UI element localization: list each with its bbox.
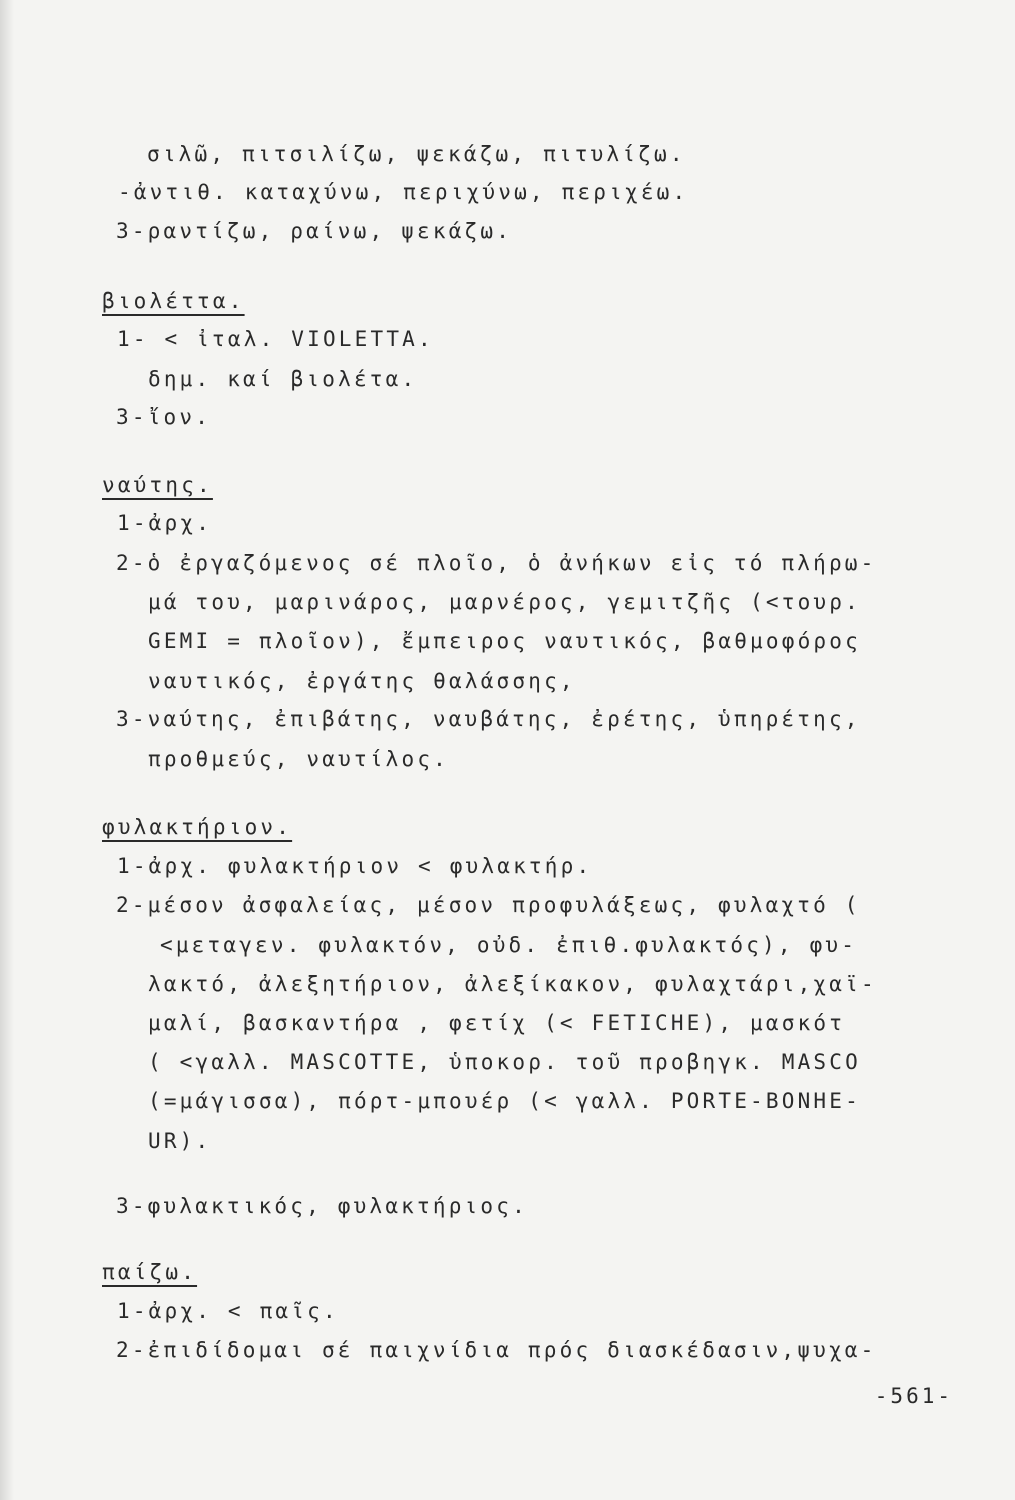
text-line: 1- < ἰταλ. VIOLETTA.	[117, 327, 434, 351]
entry-headword: παίζω.	[102, 1260, 198, 1284]
text-line: 1-ἀρχ.	[117, 511, 213, 535]
entry-headword: ναύτης.	[102, 473, 213, 497]
text-line: <μεταγεν. φυλακτόν, οὐδ. ἐπιθ.φυλακτός), φυ-	[160, 933, 858, 957]
text-line: -ἀντιθ. καταχύνω, περιχύνω, περιχέω.	[118, 180, 689, 204]
text-line: 3-ραντίζω, ραίνω, ψεκάζω.	[116, 219, 513, 243]
text-line: 1-ἀρχ. φυλακτήριον < φυλακτήρ.	[117, 854, 593, 878]
text-line: ναυτικός, ἐργάτης θαλάσσης,	[148, 669, 576, 693]
text-line: UR).	[148, 1129, 212, 1153]
text-line: ( <γαλλ. MASCOTTE, ὑποκορ. τοῦ προβηγκ. MASCO	[148, 1050, 861, 1074]
text-line: μαλί, βασκαντήρα , φετίχ (< FETICHE), μασκότ	[148, 1011, 846, 1035]
text-line: 2-μέσον ἀσφαλείας, μέσον προφυλάξεως, φυλαχτό (	[116, 893, 861, 917]
page-number: -561-	[874, 1384, 953, 1408]
page-edge-shadow	[0, 0, 14, 1500]
text-line: λακτό, ἀλεξητήριον, ἀλεξίκακον, φυλαχτάρι,χαϊ-	[148, 972, 877, 996]
text-line: δημ. καί βιολέτα.	[148, 367, 418, 391]
text-line: 3-ναύτης, ἐπιβάτης, ναυβάτης, ἐρέτης, ὑπηρέτης,	[116, 707, 861, 731]
entry-headword: βιολέττα.	[102, 289, 245, 313]
text-line: GEMI = πλοῖον), ἔμπειρος ναυτικός, βαθμοφόρος	[148, 629, 861, 653]
text-line: προθμεύς, ναυτίλος.	[148, 747, 450, 771]
text-line: 2-ὁ ἐργαζόμενος σέ πλοῖο, ὁ ἀνήκων εἰς τό πλήρω-	[116, 551, 877, 575]
text-line: 2-ἐπιδίδομαι σέ παιχνίδια πρός διασκέδασιν,ψυχα-	[116, 1338, 877, 1362]
text-line: μά του, μαρινάρος, μαρνέρος, γεμιτζῆς (<τουρ.	[148, 590, 861, 614]
text-line: 3-φυλακτικός, φυλακτήριος.	[116, 1194, 528, 1218]
text-line: (=μάγισσα), πόρτ-μπουέρ (< γαλλ. PORTE-BONHE-	[148, 1089, 861, 1113]
text-line: σιλῶ, πιτσιλίζω, ψεκάζω, πιτυλίζω.	[147, 142, 686, 166]
text-line: 1-ἀρχ. < παῖς.	[117, 1299, 339, 1323]
text-line: 3-ἴον.	[116, 405, 212, 429]
entry-headword: φυλακτήριον.	[102, 815, 293, 839]
